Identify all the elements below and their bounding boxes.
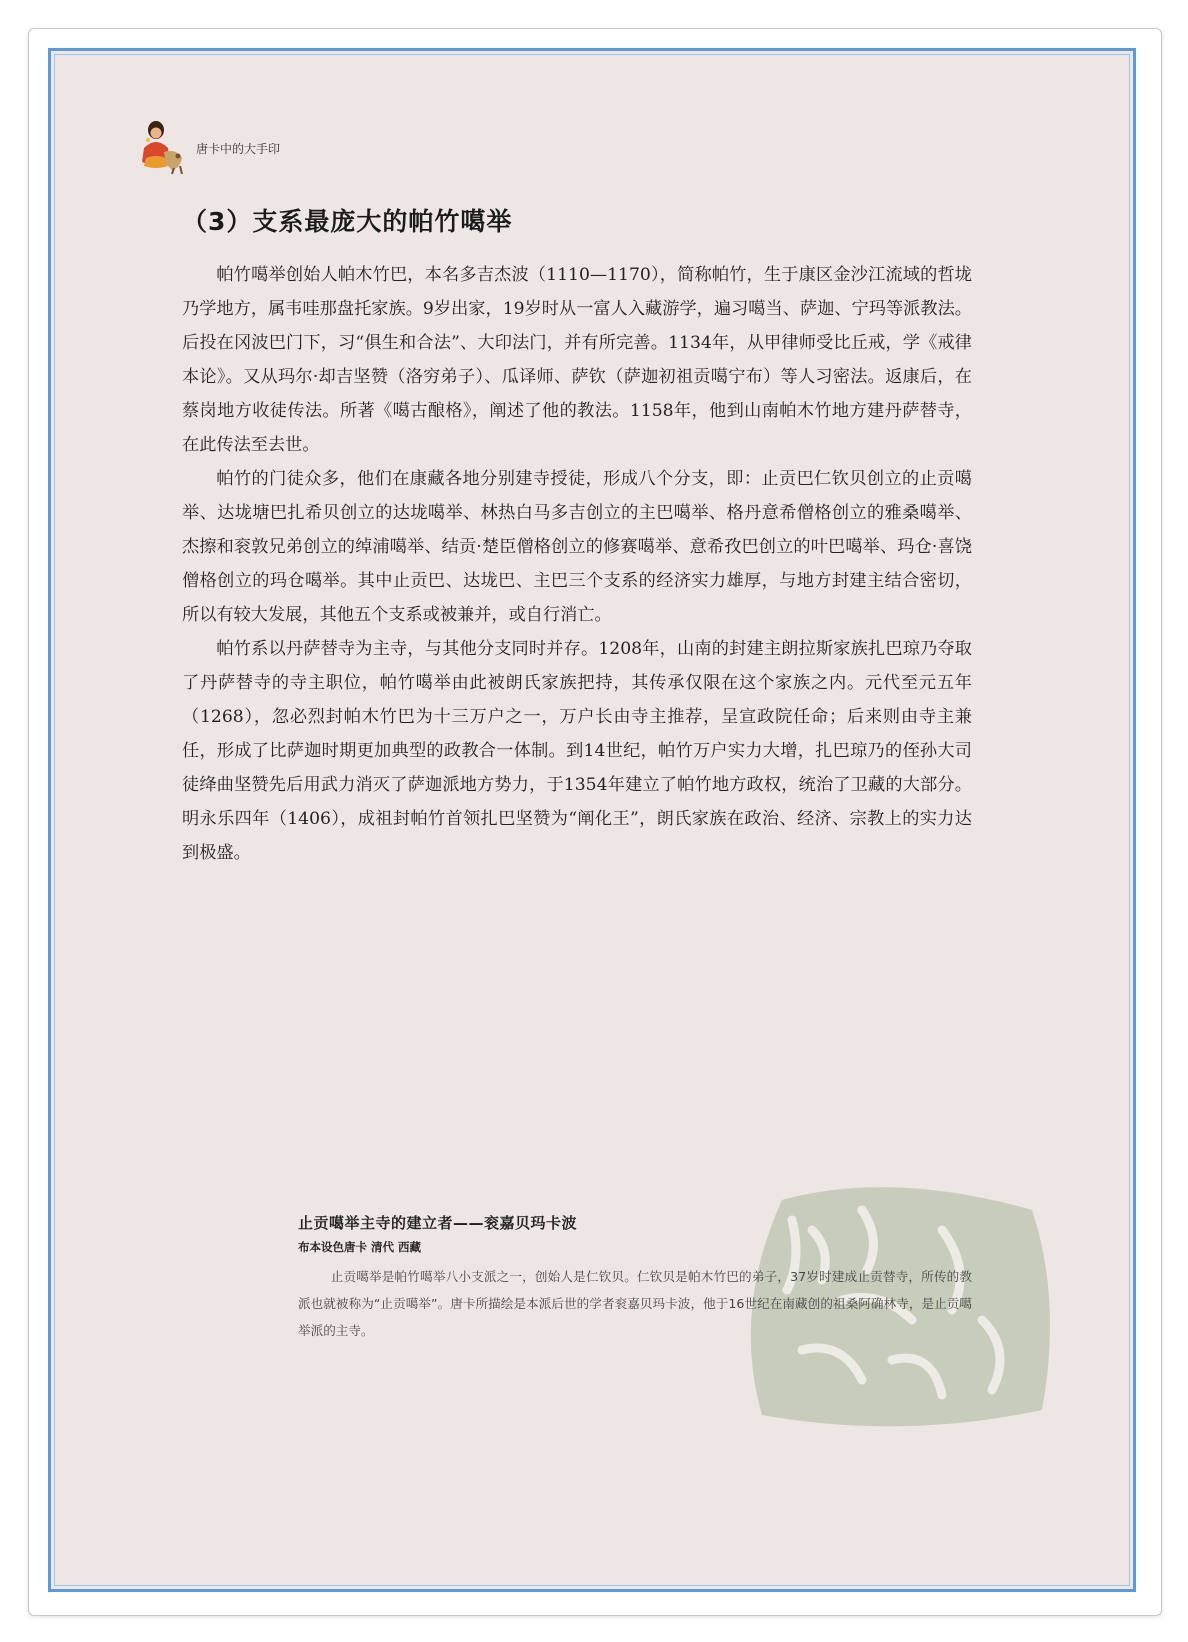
- body-text: [182, 258, 972, 870]
- section-title: （3）支系最庞大的帕竹噶举: [182, 207, 513, 236]
- caption-title: 止贡噶举主寺的建立者——衮嘉贝玛卡波: [298, 1214, 578, 1232]
- image-caption: [298, 1212, 972, 1344]
- caption-subtitle: 布本设色唐卡 清代 西藏: [298, 1240, 422, 1254]
- paragraph: 帕竹系以丹萨替寺为主寺，与其他分支同时并存。1208年，山南的封建主朗拉斯家族扎巴琼乃夺取了丹萨替寺的寺主职位，帕竹噶举由此被朗氏家族把持，其传承仅限在这个家族之内。元代至元五年（1268），忽必烈封帕木竹巴为十三万户之一，万户长由寺主推荐，呈宣政院任命；后来则由寺主兼任，形成了比萨迦时期更加典型的政教合一体制。到14世纪，帕竹万户实力大增，扎巴琼乃的侄孙大司徒绛曲坚赞先后用武力消灭了萨迦派地方势力，于1354年建立了帕竹地方政权，统治了卫藏的大部分。明永乐四年（1406），成祖封帕竹首领扎巴坚赞为“阐化王”，朗氏家族在政治、经济、宗教上的实力达到极盛。: [182, 639, 972, 863]
- thangka-figure-icon: [136, 118, 188, 176]
- paragraph: 帕竹的门徒众多，他们在康藏各地分别建寺授徒，形成八个分支，即：止贡巴仁钦贝创立的止贡噶举、达垅塘巴扎希贝创立的达垅噶举、林热白马多吉创立的主巴噶举、格丹意希僧格创立的雅桑噶举、杰擦和衮敦兄弟创立的绰浦噶举、结贡·楚臣僧格创立的修赛噶举、意希孜巴创立的叶巴噶举、玛仓·喜饶僧格创立的玛仓噶举。其中止贡巴、达垅巴、主巴三个支系的经济实力雄厚，与地方封建主结合密切，所以有较大发展，其他五个支系或被兼并，或自行消亡。: [182, 469, 972, 625]
- paragraph: 帕竹噶举创始人帕木竹巴，本名多吉杰波（1110—1170），简称帕竹，生于康区金沙江流域的哲垅乃学地方，属韦哇那盘托家族。9岁出家，19岁时从一富人入藏游学，遍习噶当、萨迦、宁玛等派教法。后投在冈波巴门下，习“俱生和合法”、大印法门，并有所完善。1134年，从甲律师受比丘戒，学《戒律本论》。又从玛尔·却吉坚赞（洛穷弟子）、瓜译师、萨钦（萨迦初祖贡噶宁布）等人习密法。返康后，在蔡岗地方收徒传法。所著《噶古酿格》，阐述了他的教法。1158年，他到山南帕木竹地方建丹萨替寺，在此传法至去世。: [182, 265, 972, 455]
- caption-body: 止贡噶举是帕竹噶举八小支派之一，创始人是仁钦贝。仁钦贝是帕木竹巴的弟子，37岁时建成止贡替寺，所传的教派也就被称为“止贡噶举”。唐卡所描绘是本派后世的学者衮嘉贝玛卡波，他于16世纪在南藏创的祖桑阿确林寺，是止贡噶举派的主寺。: [298, 1269, 972, 1338]
- running-head: 唐卡中的大手印: [196, 142, 281, 156]
